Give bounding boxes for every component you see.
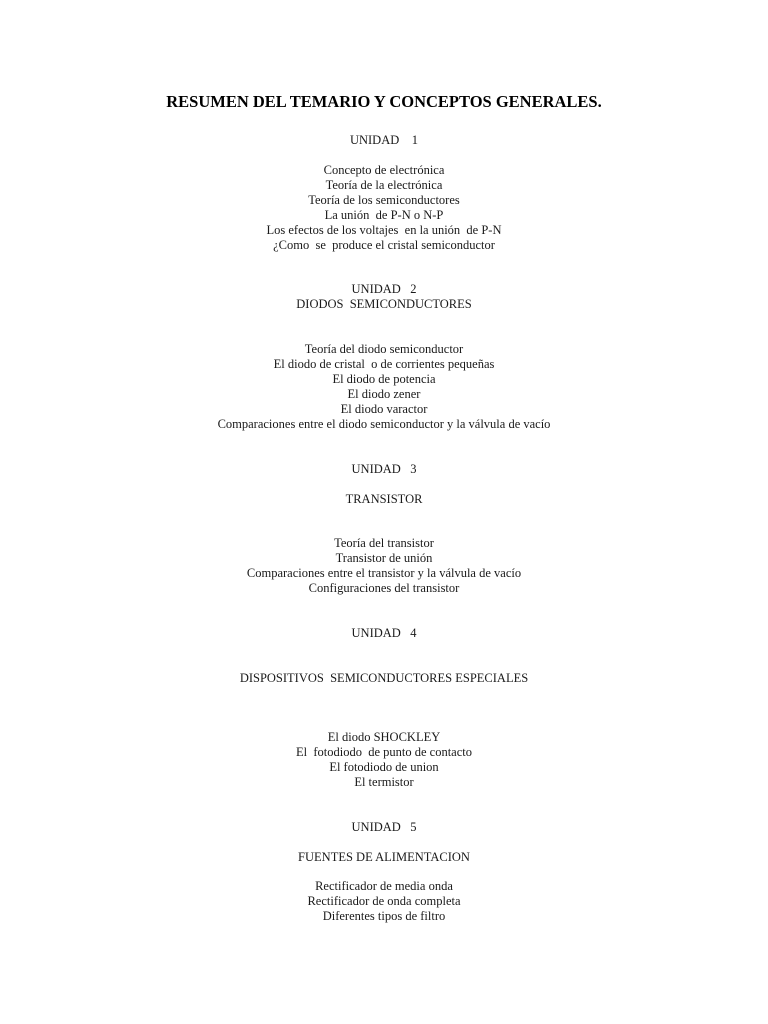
unit-1-item: ¿Como se produce el cristal semiconductor xyxy=(273,238,495,252)
unit-2-item: El diodo de cristal o de corrientes pequeñas xyxy=(273,357,495,371)
unit-1-item: La unión de P-N o N-P xyxy=(324,208,444,222)
unit-3-item: Teoría del transistor xyxy=(334,536,434,550)
unit-4-item: El fotodiodo de punto de contacto xyxy=(295,745,472,759)
unit-2-item: El diodo varactor xyxy=(340,402,428,416)
unit-3-heading: UNIDAD 3 xyxy=(351,462,417,476)
unit-2-item: Comparaciones entre el diodo semiconductor y la válvula de vacío xyxy=(217,417,551,431)
unit-3-item: Comparaciones entre el transistor y la válvula de vacío xyxy=(246,566,522,580)
unit-4-heading: UNIDAD 4 xyxy=(351,626,417,640)
unit-5-item: Rectificador de onda completa xyxy=(307,894,461,908)
unit-3-subtitle: TRANSISTOR xyxy=(345,492,423,506)
unit-5-subtitle: FUENTES DE ALIMENTACION xyxy=(298,850,470,864)
unit-3-item: Configuraciones del transistor xyxy=(308,581,460,595)
unit-5-item: Rectificador de media onda xyxy=(315,879,453,893)
unit-1-item: Teoría de los semiconductores xyxy=(308,193,460,207)
unit-2-item: Teoría del diodo semiconductor xyxy=(304,342,464,356)
unit-2-subtitle: DIODOS SEMICONDUCTORES xyxy=(296,297,472,311)
unit-4-item: El termistor xyxy=(354,775,414,789)
unit-4-item: El diodo SHOCKLEY xyxy=(327,730,441,744)
unit-1-item: Concepto de electrónica xyxy=(323,163,445,177)
unit-2-item: El diodo zener xyxy=(347,387,421,401)
unit-2-heading: UNIDAD 2 xyxy=(351,282,417,296)
document-title: RESUMEN DEL TEMARIO Y CONCEPTOS GENERALES. xyxy=(166,92,602,111)
unit-1-item: Los efectos de los voltajes en la unión de P-N xyxy=(266,223,502,237)
unit-5-item: Diferentes tipos de filtro xyxy=(322,909,446,923)
unit-1-heading: UNIDAD 1 xyxy=(349,133,419,147)
unit-4-item: El fotodiodo de union xyxy=(329,760,439,774)
unit-5-heading: UNIDAD 5 xyxy=(351,820,417,834)
unit-2-item: El diodo de potencia xyxy=(332,372,436,386)
unit-3-item: Transistor de unión xyxy=(335,551,433,565)
unit-1-item: Teoría de la electrónica xyxy=(325,178,443,192)
unit-4-subtitle: DISPOSITIVOS SEMICONDUCTORES ESPECIALES xyxy=(239,671,529,685)
